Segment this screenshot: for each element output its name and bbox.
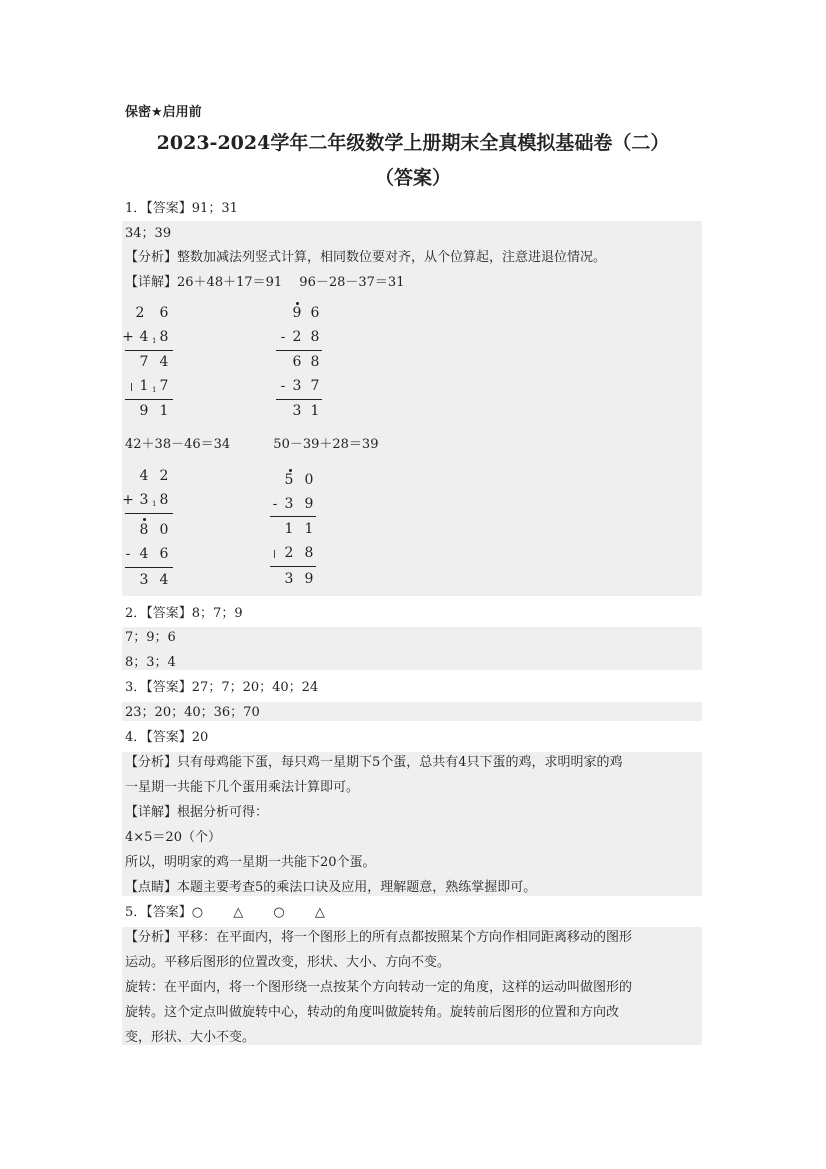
q4-shade [122,752,702,896]
digit: 1 [284,521,294,537]
digit: 2 [284,545,294,561]
calc-line [125,513,173,514]
exam-title: 2023-2024学年二年级数学上册期末全真模拟基础卷（二） [156,132,670,154]
digit: 1 [159,403,169,419]
digit: 9 [304,571,314,587]
q3-line2: 23；20；40；36；70 [125,705,260,720]
q4-analysis-1: 【分析】只有母鸡能下蛋，每只鸡一星期下5个蛋，总共有4只下蛋的鸡，求明明家的鸡 [125,755,623,770]
digit: 6 [159,546,169,562]
digit: 0 [159,522,169,538]
digit: 3 [292,378,302,394]
digit: 8 [139,522,149,538]
carry-mark: 1 [152,386,157,394]
q5-analysis-1: 【分析】平移：在平面内，将一个图形上的所有点都按照某个方向作相同距离移动的图形 [125,930,633,945]
answer-subtitle: （答案） [374,167,451,189]
q2-answer: 2．【答案】8；7；9 [125,606,243,621]
plus-sign-partial [131,383,132,391]
q3-answer: 3．【答案】27；7；20；40；24 [125,680,319,695]
q2-line3: 8；3；4 [125,655,176,670]
carry-mark: 1 [152,337,157,345]
digit: 2 [159,468,169,484]
digit: 0 [304,472,314,488]
calc-line [270,516,316,517]
calc-line [270,566,316,567]
confidential-label: 保密★启用前 [125,105,202,120]
digit: 4 [139,468,149,484]
q1-answer-line2: 34；39 [125,226,172,241]
carry-mark: 1 [152,500,157,508]
digit: 1 [139,378,149,394]
digit: 8 [159,492,169,508]
digit: 5 [284,472,294,488]
q2-line2: 7；9；6 [125,630,176,645]
digit: 9 [292,305,302,321]
plus-sign: + [122,329,134,345]
plus-sign-partial [274,550,275,558]
digit: 3 [292,403,302,419]
borrow-dot [143,518,146,521]
calc-line [125,399,173,400]
digit: 8 [310,354,320,370]
minus-sign: - [280,378,286,394]
q1-answer: 1．【答案】91；31 [125,201,238,216]
q5-analysis-3: 旋转：在平面内，将一个图形绕一点按某个方向转动一定的角度，这样的运动叫做图形的 [125,980,633,995]
calc-line [125,567,173,568]
calc-line [125,350,173,351]
digit: 4 [139,546,149,562]
digit: 8 [159,329,169,345]
minus-sign: - [125,546,131,562]
digit: 2 [292,329,302,345]
digit: 4 [139,329,149,345]
digit: 2 [135,305,145,321]
calc-line [276,350,322,351]
digit: 6 [159,305,169,321]
minus-sign: - [280,329,286,345]
q5-analysis-2: 运动。平移后图形的位置改变，形状、大小、方向不变。 [125,955,451,970]
digit: 9 [139,403,149,419]
digit: 4 [159,572,169,588]
q4-detail-3: 所以，明明家的鸡一星期一共能下20个蛋。 [125,855,376,870]
q2-shade [122,627,702,670]
digit: 1 [310,403,320,419]
q4-detail-2: 4×5＝20（个） [125,830,221,845]
digit: 1 [304,521,314,537]
digit: 3 [284,571,294,587]
digit: 6 [310,305,320,321]
digit: 8 [304,545,314,561]
digit: 9 [304,496,314,512]
q4-answer: 4．【答案】20 [125,730,209,745]
q4-point: 【点睛】本题主要考查5的乘法口诀及应用，理解题意，熟练掌握即可。 [125,880,537,895]
digit: 7 [159,378,169,394]
digit: 4 [159,354,169,370]
q5-analysis-5: 变，形状、大小不变。 [125,1030,256,1045]
q1-detail: 【详解】26＋48＋17＝91 96－28－37＝31 [125,275,405,290]
digit: 3 [284,496,294,512]
q1-equations-2: 42＋38－46＝34 50－39＋28＝39 [125,437,379,452]
q4-analysis-2: 一星期一共能下几个蛋用乘法计算即可。 [125,780,360,795]
digit: 7 [310,378,320,394]
calc-line [276,399,322,400]
digit: 8 [310,329,320,345]
minus-sign: - [272,496,278,512]
q5-analysis-4: 旋转。这个定点叫做旋转中心，转动的角度叫做旋转角。旋转前后图形的位置和方向改 [125,1005,620,1020]
digit: 6 [292,354,302,370]
digit: 3 [139,492,149,508]
digit: 3 [139,572,149,588]
digit: 7 [139,354,149,370]
q4-detail-1: 【详解】根据分析可得： [125,805,269,820]
q5-answer: 5．【答案】○ △ ○ △ [125,905,325,920]
plus-sign: + [122,492,134,508]
q1-analysis: 【分析】整数加减法列竖式计算，相同数位要对齐，从个位算起，注意进退位情况。 [125,250,607,265]
